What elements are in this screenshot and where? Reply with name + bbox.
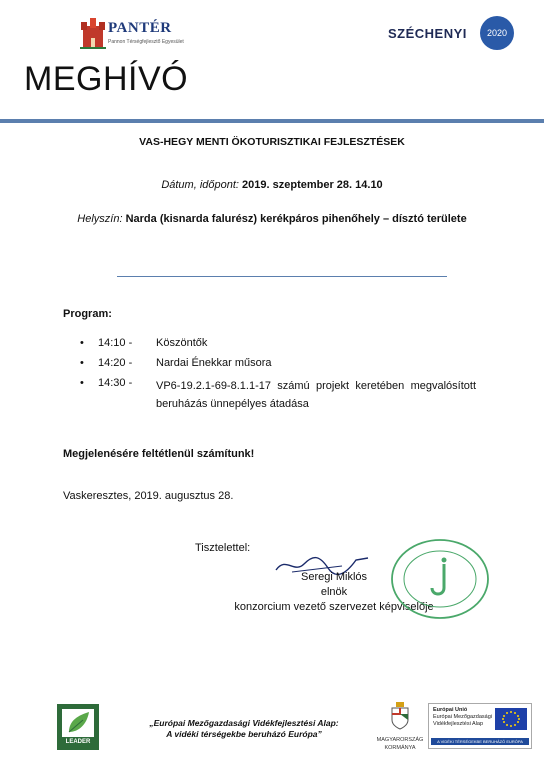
program-label: Program:: [63, 308, 112, 320]
szechenyi-2020-badge: 2020: [480, 16, 514, 50]
eu-logo: [428, 703, 532, 749]
program-time: 14:10 -: [98, 337, 133, 349]
signer-role: konzorcium vezető szervezet képviselője: [234, 601, 434, 613]
bullet-icon: •: [80, 357, 84, 369]
government-label-2: KORMÁNYA: [384, 745, 416, 751]
fund-line-1: „Európai Mezőgazdasági Vidékfejlesztési Alap:: [149, 718, 339, 728]
date-value: 2019. szeptember 28. 14.10: [242, 179, 383, 191]
eu-line-1: Európai Unió: [433, 707, 468, 713]
szechenyi-logo: [388, 16, 518, 62]
regards: Tisztelettel:: [195, 542, 251, 554]
program-desc: Köszöntők: [156, 337, 208, 349]
date-label: Dátum, időpont:: [161, 179, 239, 191]
fund-line-2: A vidéki térségekbe beruházó Európa”: [166, 729, 322, 739]
program-item: [80, 337, 480, 351]
program-time: 14:20 -: [98, 357, 133, 369]
program-desc: VP6-19.2.1-69-8.1.1-17 számú projekt keretében megvalósított beruházás ünnepélyes átadása: [156, 380, 476, 410]
leader-logo: [57, 704, 99, 750]
program-item: [80, 377, 480, 409]
closing-line: Megjelenésére feltétlenül számítunk!: [63, 448, 255, 460]
coat-of-arms-icon: [390, 702, 410, 730]
place-date: Vaskeresztes, 2019. augusztus 28.: [63, 490, 234, 502]
fund-slogan: [118, 718, 370, 740]
eu-text: [433, 707, 492, 728]
program-time: 14:30 -: [98, 377, 133, 389]
szechenyi-logo-text: SZÉCHENYI: [388, 26, 467, 41]
panter-logo-subtext: Pannon Térségfejlesztő Egyesület: [108, 39, 184, 45]
eu-line-2: Európai Mezőgazdasági: [433, 714, 493, 720]
official-stamp: [390, 538, 490, 620]
eu-strip: A VIDÉKI TÉRSÉGEKBE BERUHÁZÓ EURÓPA: [431, 738, 529, 745]
header-divider: [0, 119, 544, 123]
signer-title: elnök: [320, 586, 348, 598]
place-value: Narda (kisnarda falurész) kerékpáros pihenőhely – dísztó területe: [125, 213, 467, 225]
section-divider: [117, 276, 447, 277]
date-line: [0, 179, 544, 191]
place-label: Helyszín:: [77, 213, 123, 225]
government-logo: [372, 702, 428, 750]
program-item: [80, 357, 480, 371]
page-title: MEGHÍVÓ: [24, 60, 189, 98]
bullet-icon: •: [80, 377, 84, 389]
bullet-icon: •: [80, 337, 84, 349]
program-desc: Nardai Énekkar műsora: [156, 357, 272, 369]
government-label-1: MAGYARORSZÁG: [376, 737, 424, 743]
eu-flag-icon: [495, 708, 527, 730]
signer-name: Seregi Miklós: [300, 571, 368, 583]
leader-label: LEADER: [65, 739, 91, 745]
panter-logo: [80, 14, 190, 52]
document-title: VAS-HEGY MENTI ÖKOTURISZTIKAI FEJLESZTÉSEK: [139, 136, 405, 148]
eu-line-3: Vidékfejlesztési Alap: [433, 721, 484, 727]
panter-logo-text: PANTÉR: [108, 20, 172, 36]
place-line: [0, 213, 544, 225]
castle-icon: [80, 16, 106, 50]
